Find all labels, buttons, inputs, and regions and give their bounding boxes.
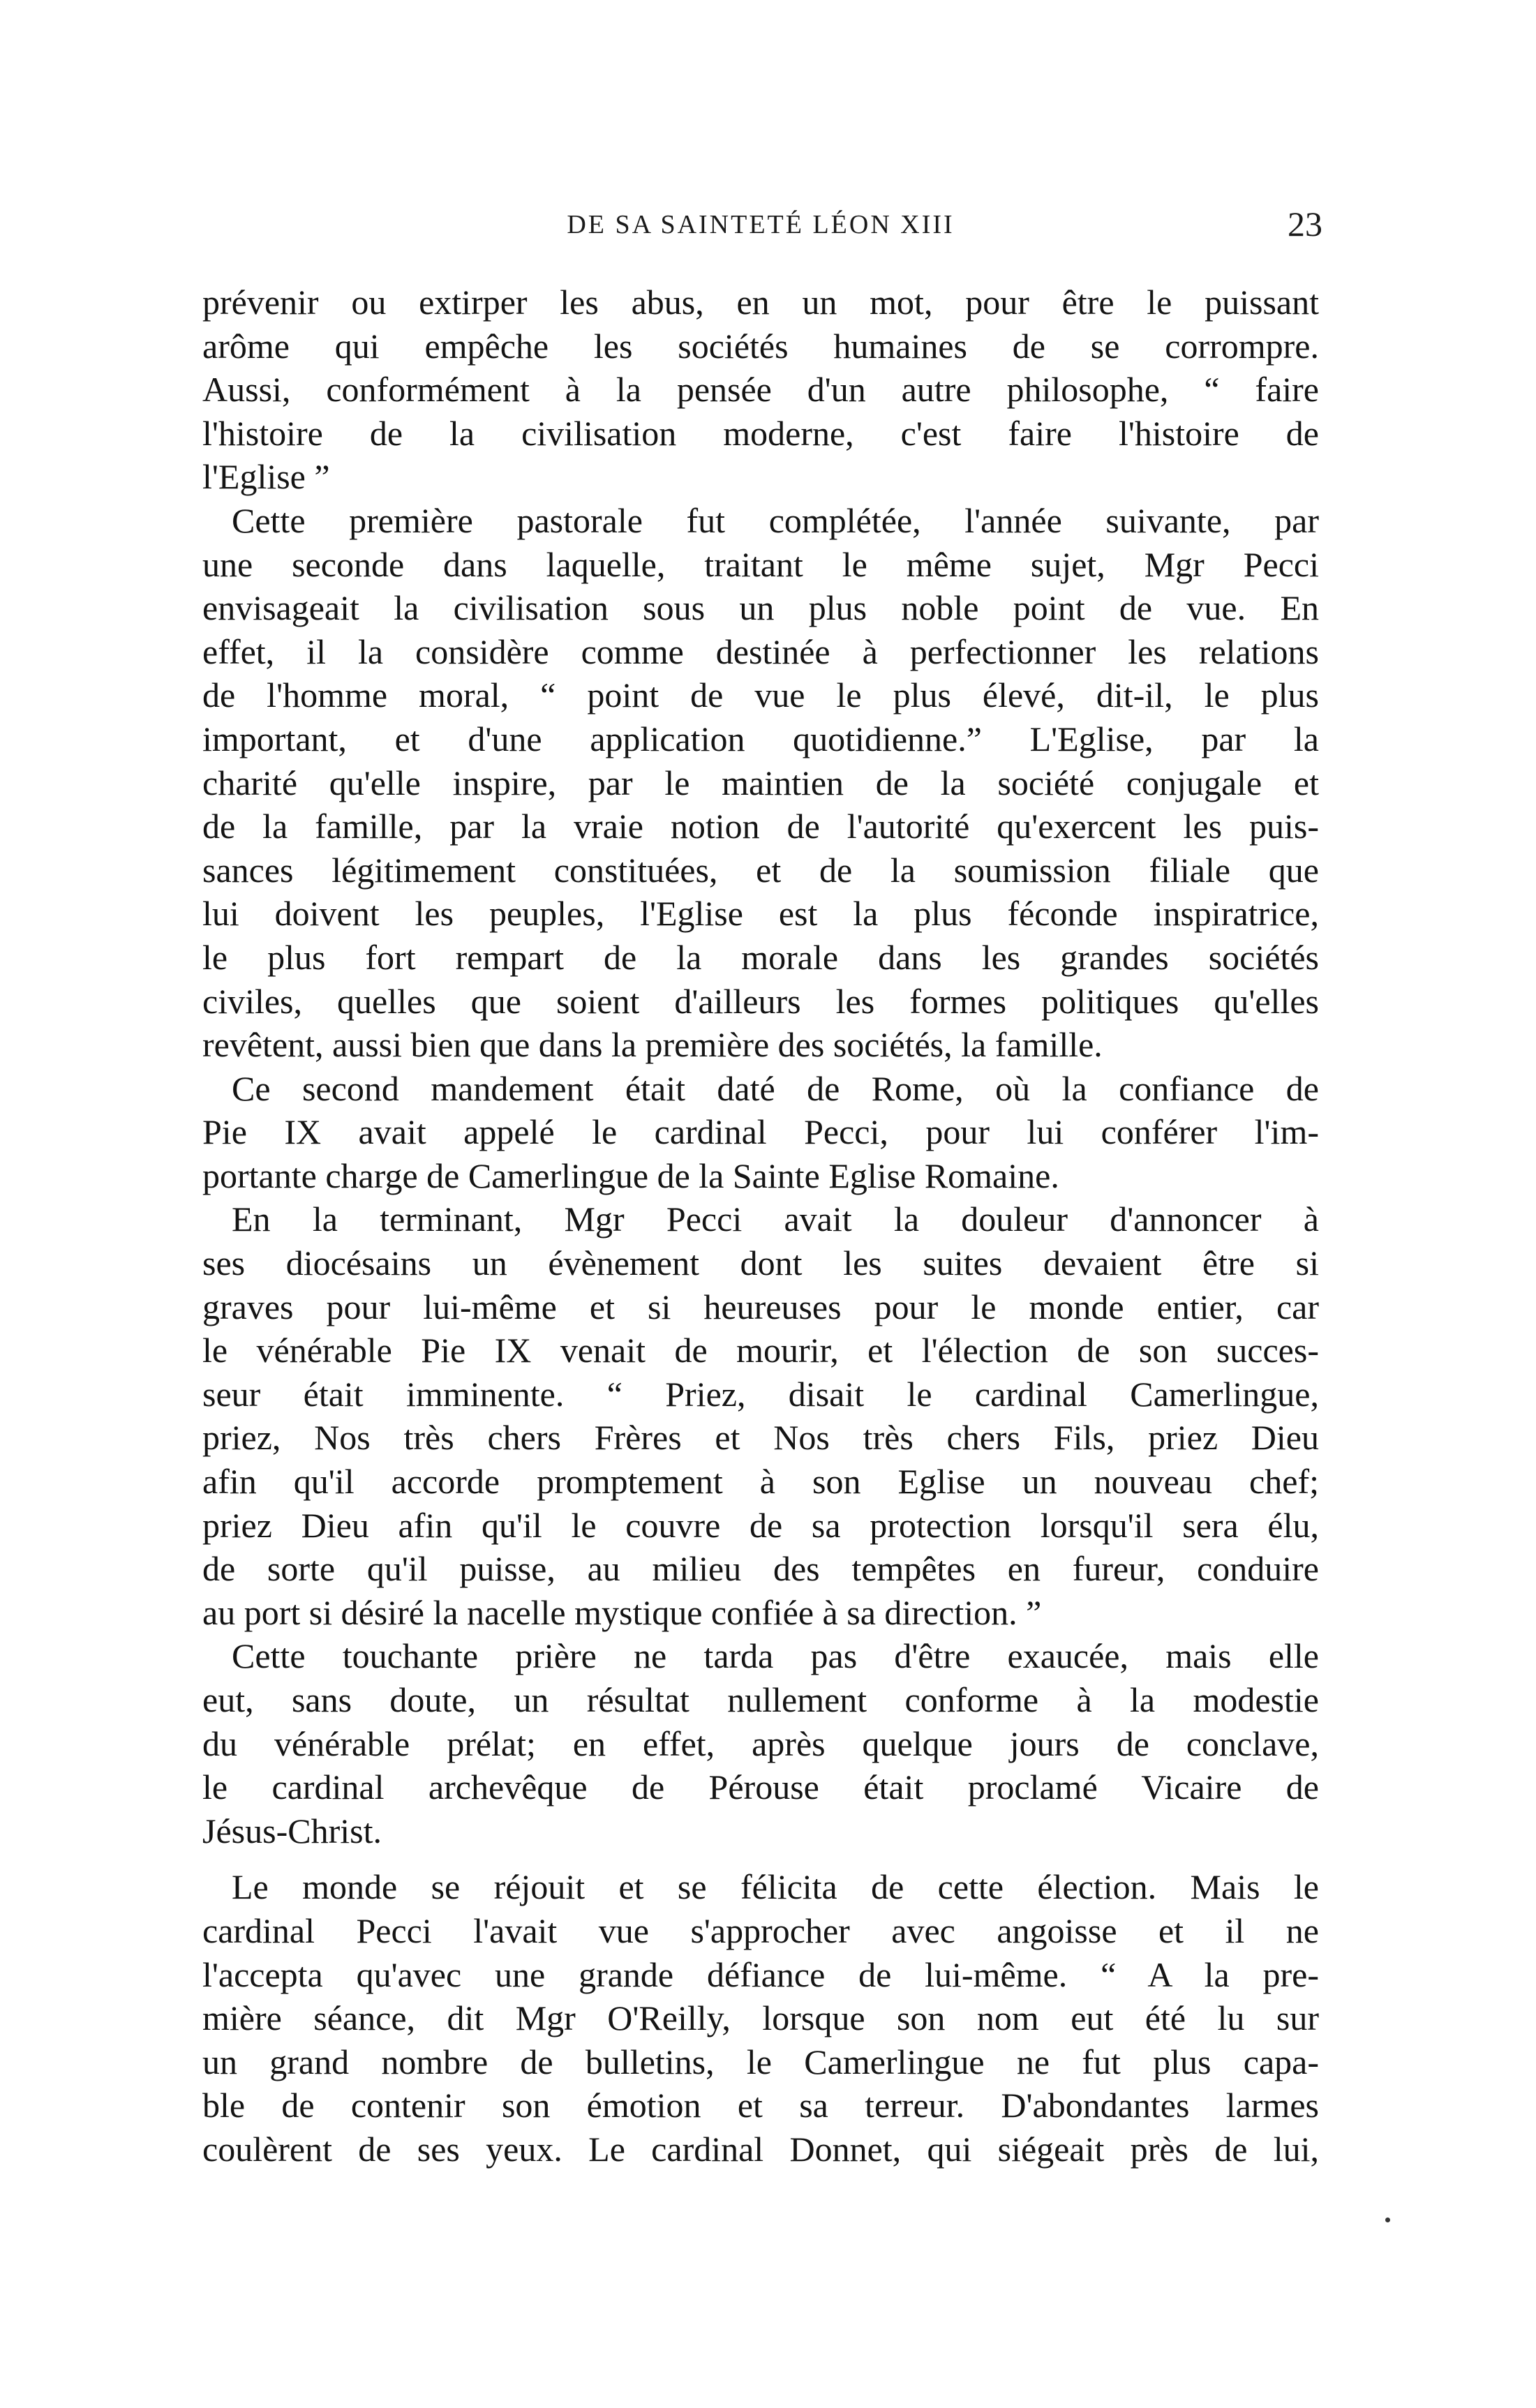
- text-line: du vénérable prélat; en effet, après quelque jours de conclave,: [202, 1723, 1319, 1763]
- text-line: un grand nombre de bulletins, le Camerlingue ne fut plus capa-: [202, 2042, 1319, 2081]
- text-line: Cette première pastorale fut complétée, l'année suivante, par: [232, 500, 1319, 540]
- text-line: cardinal Pecci l'avait vue s'approcher avec angoisse et il ne: [202, 1910, 1319, 1950]
- text-line: priez Dieu afin qu'il le couvre de sa protection lorsqu'il sera élu,: [202, 1505, 1319, 1545]
- text-line: de sorte qu'il puisse, au milieu des tempêtes en fureur, conduire: [202, 1549, 1319, 1589]
- text-line: Jésus-Christ.: [202, 1811, 382, 1850]
- text-line: l'histoire de la civilisation moderne, c'est faire l'histoire de: [202, 413, 1319, 453]
- text-line: Pie IX avait appelé le cardinal Pecci, pour lui conférer l'im-: [202, 1112, 1319, 1152]
- text-line: envisageait la civilisation sous un plus noble point de vue. En: [202, 588, 1319, 628]
- text-line: l'accepta qu'avec une grande défiance de lui-même. “ A la pre-: [202, 1954, 1319, 1994]
- running-title: DE SA SAINTETÉ LÉON XIII: [567, 210, 955, 239]
- text-line: l'Eglise ”: [202, 457, 330, 497]
- text-line: Le monde se réjouit et se félicita de cette élection. Mais le: [232, 1867, 1319, 1907]
- ink-speck: [1385, 2218, 1390, 2222]
- text-line: seur était imminente. “ Priez, disait le cardinal Camerlingue,: [202, 1374, 1319, 1414]
- text-line: charité qu'elle inspire, par le maintien de la société conjugale et: [202, 763, 1319, 802]
- text-line: arôme qui empêche les sociétés humaines de se corrompre.: [202, 326, 1319, 366]
- text-line: Cette touchante prière ne tarda pas d'être exaucée, mais elle: [232, 1636, 1319, 1676]
- body-text: [202, 281, 1319, 2171]
- text-line: eut, sans doute, un résultat nullement conforme à la modestie: [202, 1680, 1319, 1719]
- text-line: une seconde dans laquelle, traitant le même sujet, Mgr Pecci: [202, 544, 1319, 584]
- page-number: 23: [1288, 204, 1322, 244]
- text-line: ses diocésains un évènement dont les suites devaient être si: [202, 1243, 1319, 1283]
- text-line: coulèrent de ses yeux. Le cardinal Donnet, qui siégeait près de lui,: [202, 2129, 1319, 2169]
- text-line: de la famille, par la vraie notion de l'autorité qu'exercent les puis-: [202, 807, 1319, 846]
- text-line: Ce second mandement était daté de Rome, où la confiance de: [232, 1068, 1319, 1108]
- text-line: revêtent, aussi bien que dans la première des sociétés, la famille.: [202, 1025, 1103, 1065]
- running-head: [202, 204, 1322, 246]
- text-line: lui doivent les peuples, l'Eglise est la plus féconde inspiratrice,: [202, 894, 1319, 934]
- text-line: ble de contenir son émotion et sa terreur. D'abondantes larmes: [202, 2086, 1319, 2125]
- paragraph-gap: [202, 1853, 1319, 1865]
- text-line: afin qu'il accorde promptement à son Eglise un nouveau chef;: [202, 1462, 1319, 1502]
- text-line: portante charge de Camerlingue de la Sainte Eglise Romaine.: [202, 1156, 1059, 1195]
- text-line: prévenir ou extirper les abus, en un mot, pour être le puissant: [202, 283, 1319, 322]
- text-line: priez, Nos très chers Frères et Nos très chers Fils, priez Dieu: [202, 1418, 1319, 1458]
- text-line: important, et d'une application quotidienne.” L'Eglise, par la: [202, 719, 1319, 758]
- text-line: graves pour lui-même et si heureuses pour le monde entier, car: [202, 1287, 1319, 1326]
- text-line: mière séance, dit Mgr O'Reilly, lorsque son nom eut été lu sur: [202, 1998, 1319, 2038]
- text-line: Aussi, conformément à la pensée d'un autre philosophe, “ faire: [202, 370, 1319, 410]
- text-line: effet, il la considère comme destinée à perfectionner les relations: [202, 631, 1319, 671]
- text-line: civiles, quelles que soient d'ailleurs les formes politiques qu'elles: [202, 981, 1319, 1021]
- text-line: sances légitimement constituées, et de la soumission filiale que: [202, 850, 1319, 890]
- text-line: En la terminant, Mgr Pecci avait la douleur d'annoncer à: [232, 1199, 1319, 1239]
- text-line: le vénérable Pie IX venait de mourir, et l'élection de son succes-: [202, 1331, 1319, 1370]
- text-line: le cardinal archevêque de Pérouse était proclamé Vicaire de: [202, 1767, 1319, 1807]
- text-line: au port si désiré la nacelle mystique confiée à sa direction. ”: [202, 1592, 1042, 1632]
- text-line: de l'homme moral, “ point de vue le plus élevé, dit-il, le plus: [202, 675, 1319, 715]
- text-line: le plus fort rempart de la morale dans les grandes sociétés: [202, 937, 1319, 977]
